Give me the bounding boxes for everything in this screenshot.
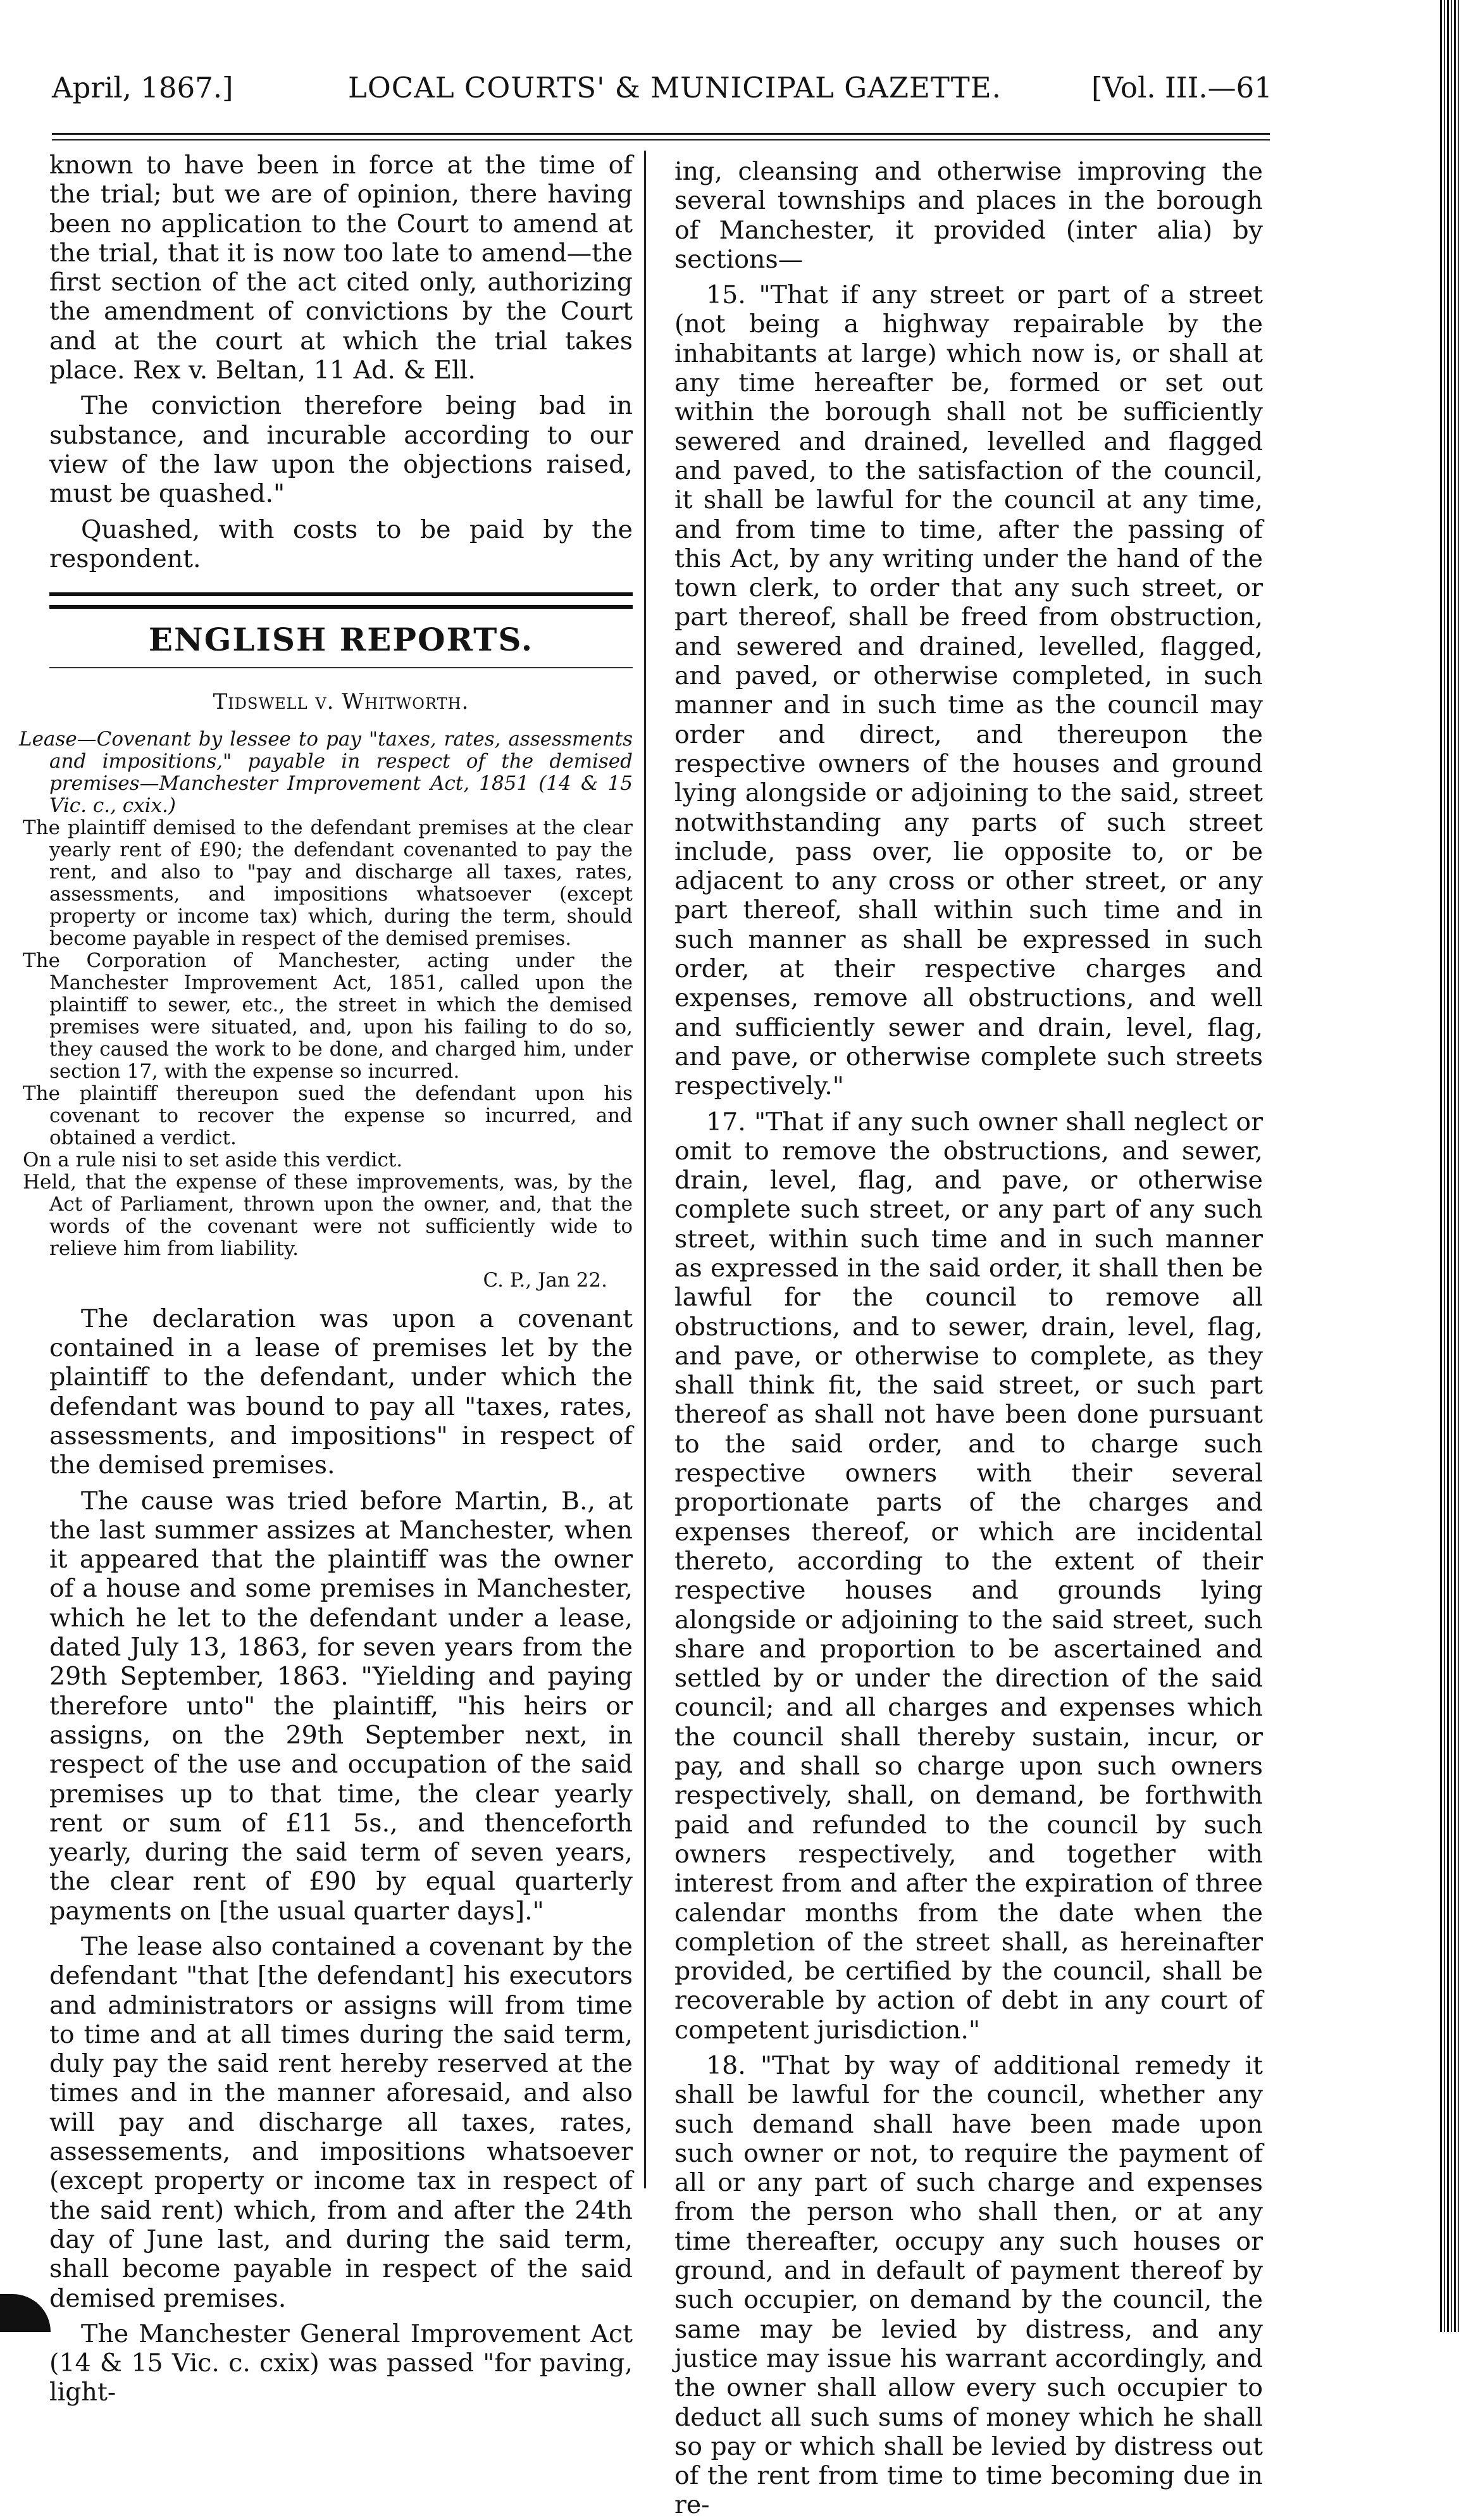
headnote-paragraph-3: The plaintiff thereupon sued the defendant upon his covenant to recover the expense so incurred, and obtained a verdict.: [23, 1082, 633, 1149]
left-paragraph-6: The lease also contained a covenant by the defendant "that [the defendant] his executors and administrators or assigns will from time to time and at all times during the said term, duly pay the said rent hereby reserved at the times and in the manner aforesaid, and also will pay and discharge all taxes, rates, assessements, and impositions whatsoever (except property or income tax in respect of the said rent) which, from and after the 24th day of June last, and during the said term, shall become payable in respect of the said demised premises.: [49, 1931, 633, 2313]
left-paragraph-4: The declaration was upon a covenant contained in a lease of premises let by the plaintiff to the defendant, under which the defendant was bound to pay all "taxes, rates, assessments, and impositions" in respect of the demised premises.: [49, 1304, 633, 1480]
header-volume: [Vol. III.—61: [1091, 71, 1272, 104]
headnote-paragraph-5: Held, that the expense of these improvements, was, by the Act of Parliament, thrown upon the owner, and, that the words of the covenant were not sufficiently wide to relieve him from liability.: [23, 1170, 633, 1260]
header-rule-upper: [52, 133, 1270, 135]
headnote-paragraph-1: The plaintiff demised to the defendant premises at the clear yearly rent of £90; the defendant covenanted to pay the rent, and also to "pay and discharge all taxes, rates, assessments, and impositions whatsoever (except property or income tax) which, during the term, should become payable in respect of the demised premises.: [23, 816, 633, 950]
left-paragraph-5: The cause was tried before Martin, B., at the last summer assizes at Manchester, when it appeared that the plaintiff was the owner of a house and some premises in Manchester, which he let to the defendant under a lease, dated July 13, 1863, for seven years from the 29th September, 1863. "Yielding and paying therefore unto" the plaintiff, "his heirs or assigns, on the 29th September next, in respect of the use and occupation of the said premises up to that time, the clear yearly rent or sum of £11 5s., and thenceforth yearly, during the said term of seven years, the clear rent of £90 by equal quarterly payments on [the usual quarter days].": [49, 1486, 633, 1926]
scan-border-corner: [0, 2294, 51, 2332]
section-15-text: 15. "That if any street or part of a street (not being a highway repairable by the inhabitants at large) which now is, or shall at any time hereafter be, formed or set out within the borough shall not be sufficiently sewered and drained, levelled and flagged and paved, to the satisfaction of the council, it shall be lawful for the council at any time, and from time to time, after the passing of this Act, by any writing under the hand of the town clerk, to order that any such street, or part thereof, shall be freed from obstruction, and sewered and drained, levelled, flagged, and paved, or otherwise completed, in such manner and in such time as the council may order and direct, and thereupon the respective owners of the houses and ground lying alongside or adjoining to the said, street notwithstanding any parts of such street include, pass over, lie opposite to, or be adjacent to any cross or other street, or any part thereof, shall within such time and in such manner as shall be expressed in such order, at their respective charges and expenses, remove all obstructions, and well and sufficiently sewer and drain, level, flag, and pave, or otherwise complete such streets respectively.": [674, 280, 1263, 1101]
header-date: April, 1867.]: [52, 71, 233, 104]
headnote-paragraph-2: The Corporation of Manchester, acting under the Manchester Improvement Act, 1851, called upon the plaintiff to sewer, etc., the street in which the demised premises were situated, and, upon his failing to do so, they caused the work to be done, and charged him, under section 17, with the expense so incurred.: [23, 949, 633, 1083]
column-divider: [644, 151, 646, 2188]
left-paragraph-3: Quashed, with costs to be paid by the respondent.: [49, 515, 633, 573]
case-title: Tidswell v. Whitworth.: [213, 689, 469, 715]
section-divider: [49, 592, 633, 609]
section-title-rule: [49, 667, 633, 668]
left-paragraph-1: known to have been in force at the time of the trial; but we are of opinion, there having been no application to the Court to amend at the trial, that it is now too late to amend—the first section of the act cited only, authorizing the amendment of convictions by the Court and at the court at which the trial takes place. Rex v. Beltan, 11 Ad. & Ell.: [49, 151, 633, 385]
head-note: Lease—Covenant by lessee to pay "taxes, rates, assessments and impositions," payable in respect of the demised premises—Manchester Improvement Act, 1851 (14 & 15 Vic. c., cxix.): [19, 727, 633, 817]
headnote-paragraph-4: On a rule nisi to set aside this verdict.: [23, 1148, 403, 1171]
header-rule-lower: [52, 139, 1270, 140]
section-title: ENGLISH REPORTS.: [148, 621, 534, 659]
left-paragraph-7: The Manchester General Improvement Act (14 & 15 Vic. c. cxix) was passed "for paving, light-: [49, 2319, 633, 2407]
section-17-text: 17. "That if any such owner shall neglect or omit to remove the obstructions, and sewer, drain, level, flag, and pave, or otherwise complete such street, or any part of any such street, within such time and in such manner as expressed in the said order, it shall then be lawful for the council to remove all obstructions, and to sewer, drain, level, flag, and pave, or otherwise to complete, as they shall think fit, the said street, or such part thereof as shall not have been done pursuant to the said order, and to charge such respective owners with their several proportionate parts of the charges and expenses thereof, or which are incidental thereto, according to the extent of their respective houses and grounds lying alongside or adjoining to the said street, such share and proportion to be ascertained and settled by or under the direction of the said council; and all charges and expenses which the council shall thereby sustain, incur, or pay, and shall so charge upon such owners respectively, shall, on demand, be forthwith paid and refunded to the council by such owners respectively, and together with interest from and after the expiration of three calendar months from the date when the completion of the street shall, as hereinafter provided, be certified by the council, shall be recoverable by action of debt in any court of competent jurisdiction.": [674, 1107, 1263, 2045]
left-column: [19, 151, 633, 2407]
case-citation: C. P., Jan 22.: [483, 1268, 607, 1292]
left-paragraph-2: The conviction therefore being bad in substance, and incurable according to our view of the law upon the objections raised, must be quashed.": [49, 391, 633, 509]
right-paragraph-1: ing, cleansing and otherwise improving the several townships and places in the borough of Manchester, it provided (inter alia) by sections—: [674, 157, 1263, 274]
scan-border-right: [1440, 0, 1459, 2332]
right-column: [674, 157, 1263, 2520]
section-18-text: 18. "That by way of additional remedy it shall be lawful for the council, whether any such demand shall have been made upon such owner or not, to require the payment of all or any part of such charge and expenses from the person who shall then, or at any time thereafter, occupy any such houses or ground, and in default of payment thereof by such occupier, on demand by the council, the same may be levied by distress, and any justice may issue his warrant accordingly, and the owner shall allow every such occupier to deduct all such sums of money which he shall so pay or which shall be levied by distress out of the rent from time to time becoming due in re-: [674, 2051, 1263, 2520]
header-title: LOCAL COURTS' & MUNICIPAL GAZETTE.: [348, 71, 1002, 104]
